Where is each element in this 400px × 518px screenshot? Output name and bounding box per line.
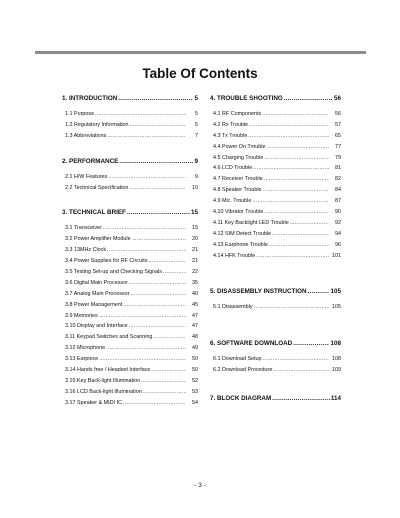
toc-entry[interactable] xyxy=(210,122,341,133)
toc-entry[interactable] xyxy=(210,209,341,220)
toc-heading-page: 9 xyxy=(194,157,198,165)
dot-leader xyxy=(143,389,186,395)
toc-section-heading[interactable] xyxy=(210,340,341,349)
toc-entry[interactable] xyxy=(62,378,198,389)
dot-leader xyxy=(123,400,186,406)
dot-leader xyxy=(129,323,186,329)
dot-leader xyxy=(123,302,186,308)
toc-entry[interactable] xyxy=(62,313,198,324)
toc-entry-label: 4.11 Key Backlight LED Trouble xyxy=(213,219,289,226)
toc-entry-page: 109 xyxy=(332,367,341,374)
toc-entry-page: 35 xyxy=(192,279,198,286)
toc-section-heading[interactable] xyxy=(62,209,198,218)
toc-heading-label: 2. PERFORMANCE xyxy=(62,157,119,165)
toc-entry-page: 50 xyxy=(192,367,198,374)
dot-leader xyxy=(273,367,329,373)
toc-entry-page: 15 xyxy=(192,225,198,232)
toc-entry-label: 2.2 Technical Specification xyxy=(65,184,129,191)
dot-leader xyxy=(95,111,186,117)
toc-entry-page: 96 xyxy=(335,241,341,248)
toc-entry-label: 3.17 Speaker & MIDI IC xyxy=(65,399,122,406)
dot-leader xyxy=(119,158,193,165)
toc-section-heading[interactable] xyxy=(210,95,341,104)
toc-entry-page: 92 xyxy=(335,219,341,226)
toc-heading-page: 108 xyxy=(330,340,341,348)
toc-entry-label: 3.8 Power Management xyxy=(65,301,123,308)
toc-entry-label: 4.14 HFK Trouble xyxy=(213,252,256,259)
dot-leader xyxy=(308,288,330,295)
toc-section-7-block-diagram xyxy=(210,395,341,404)
toc-entry[interactable] xyxy=(62,225,198,236)
dot-leader xyxy=(249,122,329,128)
toc-section-4-trouble-shooting xyxy=(210,95,341,263)
dot-leader xyxy=(264,209,329,215)
page-number: - 3 - xyxy=(194,482,206,489)
toc-entry-label: 3.10 Display and Interface xyxy=(65,323,128,330)
toc-entry-label: 3.3 13MHz Clock xyxy=(65,247,107,254)
toc-entry-page: 22 xyxy=(192,269,198,276)
toc-entry[interactable] xyxy=(62,258,198,269)
dot-leader xyxy=(103,225,186,231)
dot-leader xyxy=(272,395,330,402)
toc-item-list xyxy=(210,356,341,378)
toc-entry-label: 3.1 Transceiver xyxy=(65,225,102,232)
dot-leader xyxy=(293,340,329,347)
toc-entry[interactable] xyxy=(62,334,198,345)
toc-entry[interactable] xyxy=(210,242,341,253)
dot-leader xyxy=(290,220,329,226)
toc-entry-page: 108 xyxy=(332,356,341,363)
dot-leader xyxy=(252,198,329,204)
toc-entry-page: 21 xyxy=(192,247,198,254)
dot-leader xyxy=(163,269,186,275)
toc-entry-page: 40 xyxy=(192,290,198,297)
toc-heading-page: 114 xyxy=(330,395,341,403)
toc-heading-page: 15 xyxy=(190,209,198,217)
toc-heading-page: 56 xyxy=(333,95,341,102)
toc-entry-page: 47 xyxy=(192,312,198,319)
dot-leader xyxy=(141,378,186,384)
toc-section-3-technical-brief xyxy=(62,209,198,410)
toc-entry-page: 53 xyxy=(192,388,198,395)
toc-entry[interactable] xyxy=(62,185,198,196)
toc-entry[interactable] xyxy=(210,111,341,122)
dot-leader xyxy=(99,313,186,319)
dot-leader xyxy=(99,356,186,362)
dot-leader xyxy=(263,187,329,193)
toc-entry[interactable] xyxy=(210,231,341,242)
toc-entry[interactable] xyxy=(62,247,198,258)
toc-entry[interactable] xyxy=(210,133,341,144)
toc-heading-label: 5. DISASSEMBLY INSTRUCTION xyxy=(210,288,307,296)
toc-entry-label: 4.12 SIM Detect Trouble xyxy=(213,230,272,237)
toc-entry-page: 5 xyxy=(195,121,198,128)
toc-entry[interactable] xyxy=(62,400,198,411)
toc-item-list xyxy=(62,174,198,196)
toc-entry-page: 9 xyxy=(195,173,198,180)
dot-leader xyxy=(254,304,329,310)
toc-column-right xyxy=(210,95,341,404)
toc-entry-label: 4.5 Charging Trouble xyxy=(213,154,264,161)
toc-heading-label: 3. TECHNICAL BRIEF xyxy=(62,209,126,217)
toc-entry-label: 3.4 Power Supplies for RF Circuits xyxy=(65,258,148,265)
toc-entry-label: 3.13 Earpiece xyxy=(65,356,99,363)
toc-entry-page: 82 xyxy=(335,176,341,183)
toc-entry-label: 4.6 LCD Trouble xyxy=(213,165,253,172)
toc-entry-page: 101 xyxy=(332,252,341,259)
dot-leader xyxy=(256,253,329,259)
toc-item-list xyxy=(62,225,198,410)
toc-entry-page: 47 xyxy=(192,323,198,330)
toc-entry-label: 4.1 RF Components xyxy=(213,111,262,117)
dot-leader xyxy=(264,176,329,182)
toc-entry-label: 3.15 Key Back-light Illumination xyxy=(65,377,141,384)
toc-entry[interactable] xyxy=(62,269,198,280)
dot-leader xyxy=(266,144,329,150)
toc-entry[interactable] xyxy=(62,174,198,185)
toc-entry[interactable] xyxy=(62,323,198,334)
toc-entry-label: 3.2 Power Amplifier Module xyxy=(65,236,131,243)
toc-entry-label: 3.11 Keypad Switches and Scanning xyxy=(65,334,153,341)
dot-leader xyxy=(106,345,186,351)
toc-entry[interactable] xyxy=(62,367,198,378)
toc-entry-page: 90 xyxy=(335,209,341,216)
toc-entry-label: 4.3 Tx Trouble xyxy=(213,132,248,139)
toc-entry-label: 3.6 Digital Main Processor xyxy=(65,279,128,286)
dot-leader xyxy=(151,367,186,373)
toc-entry[interactable] xyxy=(62,122,198,133)
dot-leader xyxy=(148,258,186,264)
toc-entry[interactable] xyxy=(62,345,198,356)
dot-leader xyxy=(153,334,186,340)
toc-entry[interactable] xyxy=(62,133,198,144)
dot-leader xyxy=(107,133,186,139)
toc-section-heading[interactable] xyxy=(62,95,198,104)
toc-entry-page: 81 xyxy=(335,165,341,172)
toc-entry-label: 6.2 Download Procedure xyxy=(213,367,273,374)
toc-entry[interactable] xyxy=(62,356,198,367)
dot-leader xyxy=(130,291,186,297)
toc-entry-page: 54 xyxy=(192,399,198,406)
toc-entry-page: 84 xyxy=(335,187,341,194)
toc-entry[interactable] xyxy=(62,302,198,313)
dot-leader xyxy=(108,174,186,180)
toc-entry-page: 56 xyxy=(335,111,341,117)
dot-leader xyxy=(272,231,329,237)
toc-entry[interactable] xyxy=(210,367,341,378)
toc-heading-page: 105 xyxy=(330,288,341,296)
toc-entry-page: 77 xyxy=(335,143,341,150)
toc-entry-page: 10 xyxy=(192,184,198,191)
toc-item-list xyxy=(62,111,198,144)
toc-entry[interactable] xyxy=(62,280,198,291)
toc-entry-label: 4.9 Mic. Trouble xyxy=(213,198,252,205)
toc-entry[interactable] xyxy=(210,155,341,166)
toc-entry[interactable] xyxy=(210,198,341,209)
dot-leader xyxy=(262,111,329,117)
toc-section-heading[interactable] xyxy=(210,395,341,404)
toc-entry-label: 4.10 Vibrator Trouble xyxy=(213,209,264,216)
toc-entry-label: 4.8 Speaker Trouble xyxy=(213,187,262,194)
toc-entry-page: 5 xyxy=(195,111,198,117)
dot-leader xyxy=(264,155,329,161)
toc-entry[interactable] xyxy=(210,187,341,198)
dot-leader xyxy=(129,185,186,191)
toc-entry-label: 4.7 Receiver Trouble xyxy=(213,176,263,183)
toc-entry-label: 1.3 Abbreviations xyxy=(65,132,107,139)
toc-entry-label: 6.1 Download Setup xyxy=(213,356,262,363)
dot-leader xyxy=(263,356,329,362)
dot-leader xyxy=(248,133,329,139)
toc-entry-label: 3.9 Memories xyxy=(65,312,98,319)
toc-entry-label: 1.1 Purpose xyxy=(65,111,95,117)
toc-entry-label: 3.7 Analog Main Processor xyxy=(65,290,130,297)
toc-entry[interactable] xyxy=(210,144,341,155)
toc-entry-label: 3.12 Microphone xyxy=(65,345,106,352)
toc-heading-page: 5 xyxy=(194,95,198,102)
toc-entry-page: 20 xyxy=(192,236,198,243)
toc-entry-page: 94 xyxy=(335,230,341,237)
toc-entry-label: 4.2 Rx Trouble xyxy=(213,121,249,128)
toc-entry[interactable] xyxy=(62,111,198,122)
toc-entry-label: 2.1 H/W Features xyxy=(65,173,108,180)
toc-section-heading[interactable] xyxy=(210,288,341,297)
page-title: Table Of Contents xyxy=(142,66,258,81)
toc-item-list xyxy=(210,304,341,315)
toc-entry-page: 48 xyxy=(192,334,198,341)
toc-entry-page: 7 xyxy=(195,132,198,139)
dot-leader xyxy=(269,242,329,248)
dot-leader xyxy=(253,165,329,171)
toc-entry-page: 57 xyxy=(335,121,341,128)
dot-leader xyxy=(129,280,186,286)
toc-entry-label: 3.14 Hands free / Headset Interface xyxy=(65,367,151,374)
dot-leader xyxy=(118,95,193,102)
toc-entry[interactable] xyxy=(210,304,341,315)
toc-section-heading[interactable] xyxy=(62,158,198,167)
toc-heading-label: 6. SOFTWARE DOWNLOAD xyxy=(210,340,293,348)
toc-entry-page: 49 xyxy=(192,345,198,352)
toc-entry-label: 5.1 Disassembly xyxy=(213,304,253,311)
toc-section-5-disassembly-instruction xyxy=(210,288,341,315)
toc-heading-label: 1. INTRODUCTION xyxy=(62,95,118,102)
dot-leader xyxy=(107,247,186,253)
dot-leader xyxy=(130,122,186,128)
toc-entry-page: 87 xyxy=(335,198,341,205)
toc-entry-label: 3.5 Testing Set-up and Checking Signals xyxy=(65,269,162,276)
toc-heading-label: 7. BLOCK DIAGRAM xyxy=(210,395,272,403)
toc-entry-page: 45 xyxy=(192,301,198,308)
toc-entry-label: 1.2 Regulatory Information xyxy=(65,121,129,128)
toc-column-left xyxy=(62,95,198,411)
dot-leader xyxy=(284,95,333,102)
toc-entry[interactable] xyxy=(210,220,341,231)
dot-leader xyxy=(132,236,186,242)
header-rule xyxy=(35,51,366,54)
toc-section-6-software-download xyxy=(210,340,341,378)
toc-entry[interactable] xyxy=(210,176,341,187)
toc-entry[interactable] xyxy=(210,356,341,367)
toc-heading-label: 4. TROUBLE SHOOTING xyxy=(210,95,283,102)
toc-entry-page: 79 xyxy=(335,154,341,161)
dot-leader xyxy=(127,209,190,216)
toc-entry-label: 3.16 LCD Back-light Illumination xyxy=(65,388,142,395)
toc-entry-label: 4.4 Power On Trouble xyxy=(213,143,266,150)
toc-entry[interactable] xyxy=(62,291,198,302)
toc-entry-page: 21 xyxy=(192,258,198,265)
toc-entry-page: 52 xyxy=(192,377,198,384)
toc-section-1-introduction xyxy=(62,95,198,144)
toc-section-2-performance xyxy=(62,158,198,196)
toc-entry[interactable] xyxy=(62,389,198,400)
toc-entry-label: 4.13 Earphone Trouble xyxy=(213,241,268,248)
toc-entry[interactable] xyxy=(210,253,341,264)
toc-entry-page: 50 xyxy=(192,356,198,363)
toc-entry-page: 105 xyxy=(332,304,341,311)
toc-entry-page: 65 xyxy=(335,132,341,139)
toc-entry[interactable] xyxy=(62,236,198,247)
toc-entry[interactable] xyxy=(210,165,341,176)
toc-item-list xyxy=(210,111,341,263)
